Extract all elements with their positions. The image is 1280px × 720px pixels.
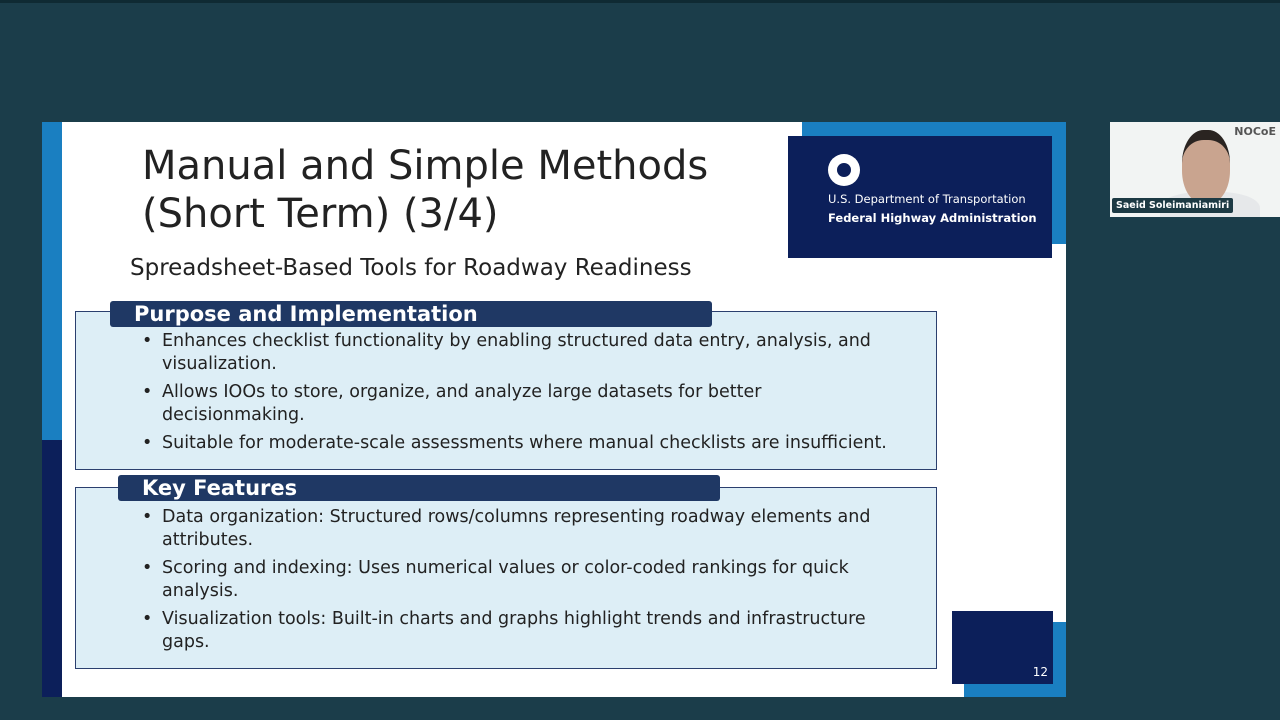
bullet: • Suitable for moderate-scale assessments where manual checklists are insufficient. xyxy=(162,432,902,455)
section-heading: Key Features xyxy=(118,475,720,501)
accent-stripe xyxy=(42,440,62,697)
section-heading: Purpose and Implementation xyxy=(110,301,712,327)
bullet: • Data organization: Structured rows/columns representing roadway elements and attributes. xyxy=(162,506,902,552)
page-number-box xyxy=(952,611,1053,684)
bullet: • Scoring and indexing: Uses numerical values or color-coded rankings for quick analysis. xyxy=(162,557,902,603)
nocoe-logo: NOCoE xyxy=(1234,125,1276,138)
window-top-edge xyxy=(0,0,1280,3)
bullet: • Enhances checklist functionality by enabling structured data entry, analysis, and visualization. xyxy=(162,330,902,376)
participant-name-label: Saeid Soleimaniamiri xyxy=(1112,198,1233,213)
logo-line: Federal Highway Administration xyxy=(828,211,1037,225)
logo-line: U.S. Department of Transportation xyxy=(828,192,1026,206)
slide-title xyxy=(142,142,708,238)
key-features-section xyxy=(75,487,937,669)
usdot-fhwa-logo xyxy=(788,136,1052,258)
presentation-slide xyxy=(42,122,1066,697)
page-number: 12 xyxy=(1032,665,1048,679)
bullet: • Allows IOOs to store, organize, and analyze large datasets for better decisionmaking. xyxy=(162,381,902,427)
bullet: • Visualization tools: Built-in charts and graphs highlight trends and infrastructure gaps. xyxy=(162,608,902,654)
dot-tri-star-icon xyxy=(828,154,860,186)
title-line: Manual and Simple Methods xyxy=(142,143,709,189)
accent-stripe xyxy=(42,122,62,440)
participant-head xyxy=(1182,130,1230,204)
purpose-section xyxy=(75,311,937,470)
slide-subtitle: Spreadsheet-Based Tools for Roadway Readiness xyxy=(130,255,692,281)
title-line: (Short Term) (3/4) xyxy=(142,191,499,237)
participant-video-tile[interactable] xyxy=(1110,122,1280,217)
